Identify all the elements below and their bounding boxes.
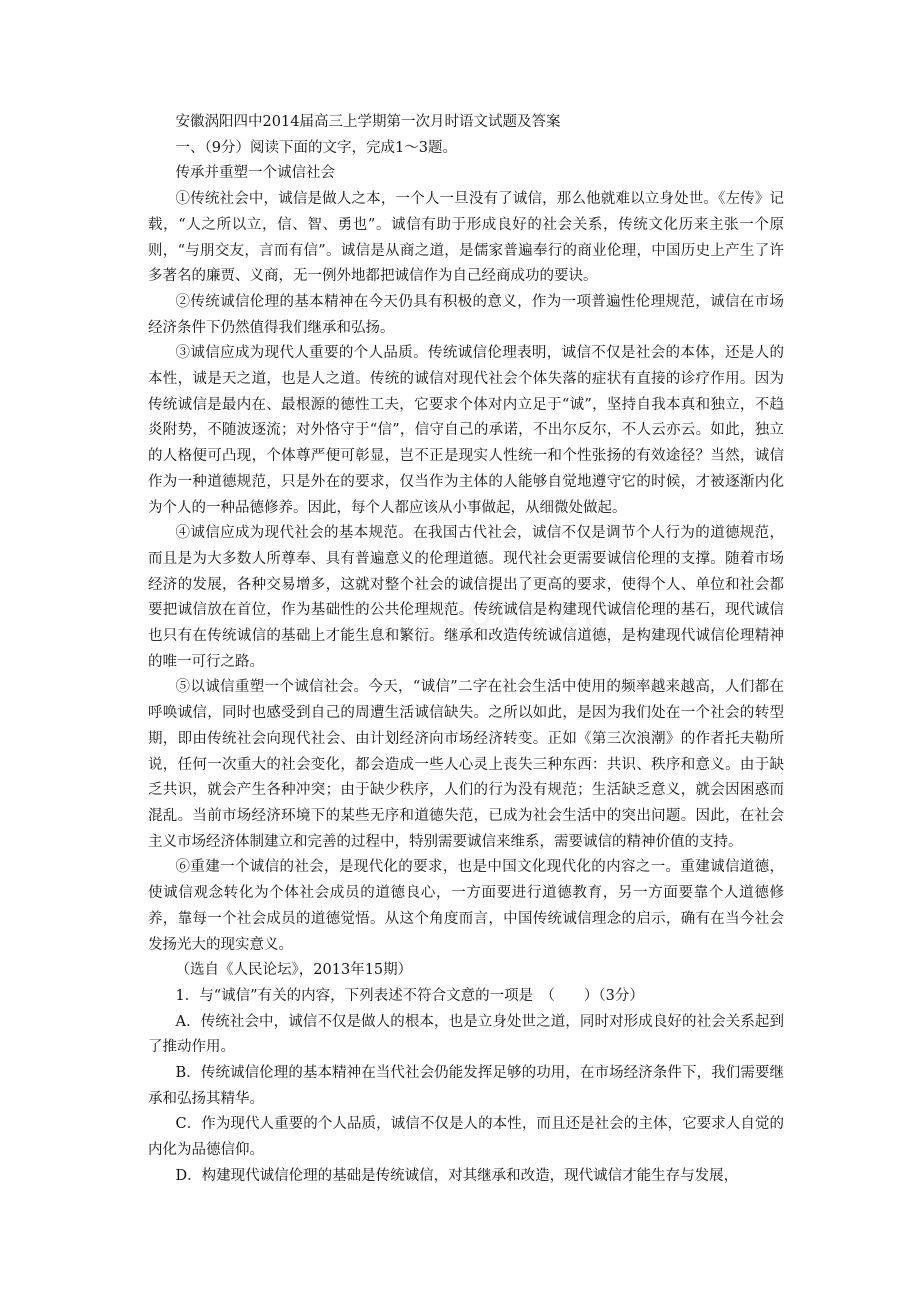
question-1-option-a: A．传统社会中，诚信不仅是做人的根本，也是立身处世之道，同时对形成良好的社会关系起到了推动作用。 [148,1013,784,1056]
paragraph-5: ⑤以诚信重塑一个诚信社会。今天，“诚信”二字在社会生活中使用的频率越来越高，人们都在呼唤诚信，同时也感受到自己的周遭生活诚信缺失。之所以如此，是因为我们处在一个社会的转型期，即由传统社会向现代社会、由计划经济向市场经济转变。正如《第三次浪潮》的作者托夫勒所说，任何一次重大的社会变化，都会造成一些人心灵上丧失三种东西：共识、秩序和意义。由于缺乏共识，就会产生各种冲突；由于缺少秩序，人们的行为没有规范；生活缺乏意义，就会因困惑而混乱。当前市场经济环境下的某些无序和道德失范，已成为社会生活中的突出问题。因此，在社会主义市场经济体制建立和完善的过程中，特别需要诚信来维系，需要诚信的精神价值的支持。 [148,679,784,850]
question-1-option-b: B．传统诚信伦理的基本精神在当代社会仍能发挥足够的功用，在市场经济条件下，我们需要继承和弘扬其精华。 [148,1065,784,1107]
question-1-option-d: D．构建现代诚信伦理的基础是传统诚信，对其继承和改造，现代诚信才能生存与发展， [175,1167,739,1184]
question-1-option-c: C．作为现代人重要的个人品质，诚信不仅是人的本性，而且还是社会的主体，它要求人自觉的内化为品德信仰。 [148,1116,784,1159]
paragraph-6: ⑥重建一个诚信的社会，是现代化的要求，也是中国文化现代化的内容之一。重建诚信道德，使诚信观念转化为个体社会成员的道德良心，一方面要进行道德教育，另一方面要靠个人道德修养，靠每一个社会成员的道德觉悟。从这个角度而言，中国传统诚信理念的启示，确有在当今社会发扬光大的现实意义。 [148,859,784,953]
paragraph-1: ①传统社会中，诚信是做人之本，一个人一旦没有了诚信，那么他就难以立身处世。《左传》记载，“人之所以立，信、智、勇也”。诚信有助于形成良好的社会关系，传统文化历来主张一个原则，“与朋交友，言而有信”。诚信是从商之道，是儒家普遍奉行的商业伦理，中国历史上产生了许多著名的廉贾、义商，无一例外地都把诚信作为自己经商成功的要诀。 [148,191,784,285]
paragraph-2: ②传统诚信伦理的基本精神在今天仍具有积极的意义，作为一项普遍性伦理规范，诚信在市场经济条件下仍然值得我们继承和弘扬。 [148,293,784,336]
question-1-stem: 1．与“诚信”有关的内容，下列表述不符合文意的一项是 （ ）（3分） [175,987,644,1004]
paragraph-3: ③诚信应成为现代人重要的个人品质。传统诚信伦理表明，诚信不仅是社会的本体，还是人的本性，诚是天之道，也是人之道。传统的诚信对现代社会个体失落的症状有直接的诊疗作用。因为传统诚信是最内在、最根源的德性工夫，它要求个体对内立足于“诚”，坚持自我本真和独立，不趋炎附势，不随波逐流；对外恪守于“信”，信守自己的承诺，不出尔反尔，不人云亦云。如此，独立的人格便可凸现，个体尊严便可彰显，岂不正是现实人性统一和个性张扬的有效途径？当然，诚信作为一种道德规范，只是外在的要求，仅当作为主体的人能够自觉地遵守它的时候，才被逐渐内化为个人的一种品德修养。因此，每个人都应该从小事做起，从细微处做起。 [148,345,784,516]
article-source: （选自《人民论坛》，2013年15期） [175,962,413,979]
document-title: 安徽涡阳四中2014届高三上学期第一次月时语文试题及答案 [175,114,561,130]
article-title: 传承并重塑一个诚信社会 [175,165,336,182]
section-instruction: 一、（9分）阅读下面的文字，完成1～3题。 [175,139,457,156]
paragraph-4: ④诚信应成为现代社会的基本规范。在我国古代社会，诚信不仅是调节个人行为的道德规范，而且是为大多数人所尊奉、具有普遍意义的伦理道德。现代社会更需要诚信伦理的支撑。随着市场经济的发展，各种交易增多，这就对整个社会的诚信提出了更高的要求，使得个人、单位和社会都要把诚信放在首位，作为基础性的公共伦理规范。传统诚信是构建现代诚信伦理的基石，现代诚信也只有在传统诚信的基础上才能生息和繁衍。继承和改造传统诚信道德，是构建现代诚信伦理精神的唯一可行之路。 [148,525,784,670]
document-page [148,110,784,1190]
